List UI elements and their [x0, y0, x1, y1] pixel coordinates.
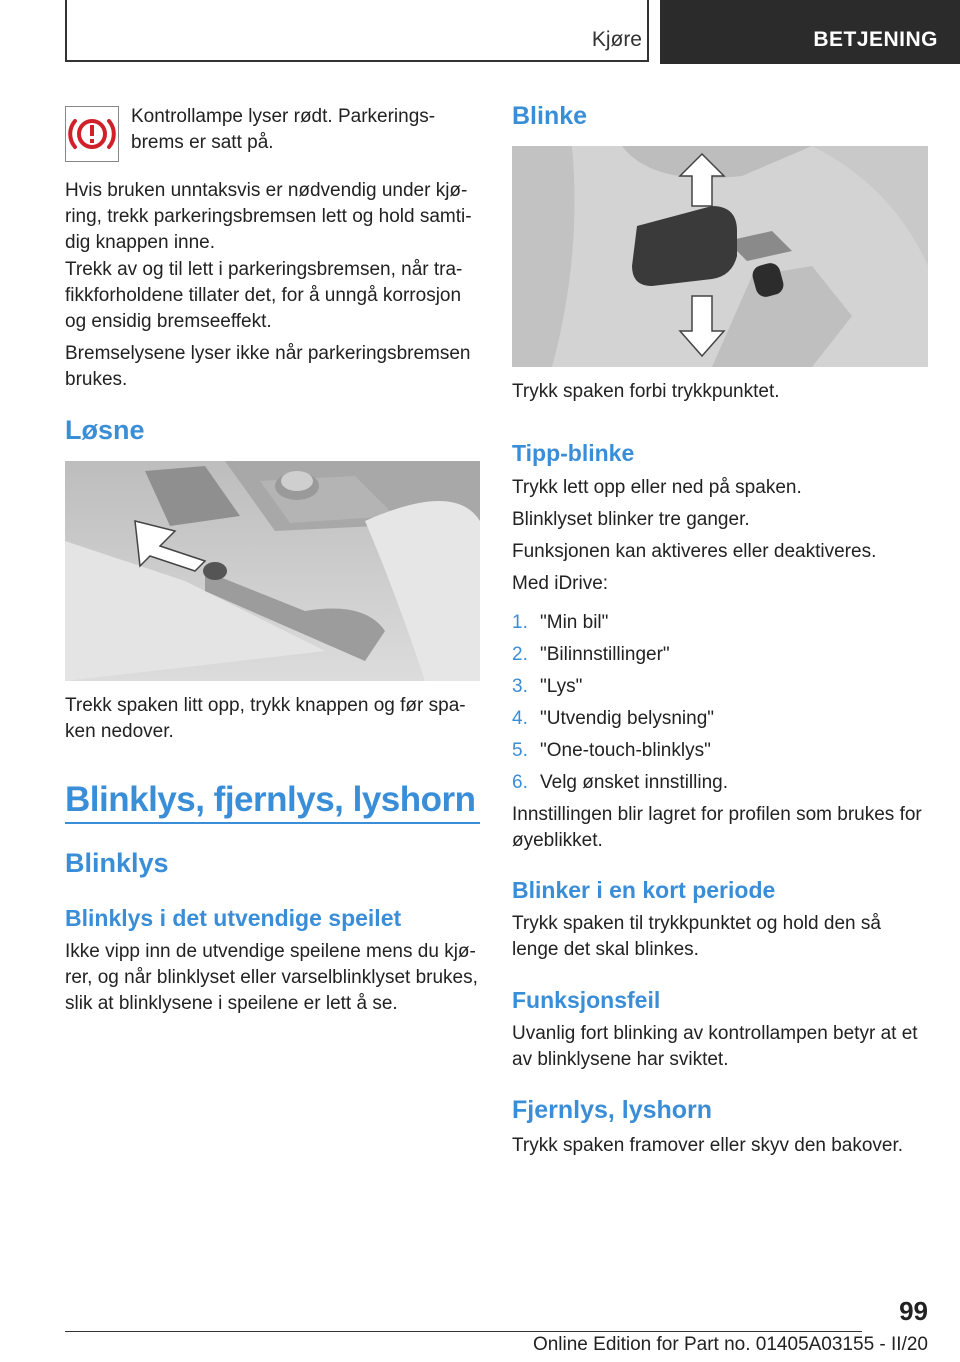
caption-blinke: Trykk spaken forbi trykkpunktet.: [512, 381, 780, 402]
tipp-para-5: Innstillingen blir lagret for profilen som brukes for øyeblikket.: [512, 804, 922, 851]
list-item-text: "One-touch-blinklys": [540, 740, 711, 761]
feil-para: Uvanlig fort blinking av kontrollampen betyr at et av blinklysene har sviktet.: [512, 1023, 918, 1070]
heading-blinke: Blinke: [512, 102, 588, 130]
list-item: [512, 674, 930, 706]
tipp-para-1: Trykk lett opp eller ned på spaken.: [512, 477, 802, 498]
fjern-para: Trykk spaken framover eller skyv den bakover.: [512, 1135, 904, 1156]
list-item-number: 6.: [512, 772, 528, 793]
list-item: [512, 738, 930, 770]
footer-edition: Online Edition for Part no. 01405A03155 - II/20: [532, 1334, 928, 1355]
heading-blinklys: Blinklys: [65, 848, 169, 878]
para-usage: Hvis bruken unntaksvis er nødvendig under kjø‐ring, trekk parkeringsbremsen lett og hold samti‐dig knappen inne.: [65, 180, 472, 253]
list-item-text: "Utvendig belysning": [540, 708, 715, 729]
header-chapter-label: BETJENING: [813, 28, 938, 51]
heading-tipp: Tipp-blinke: [512, 440, 635, 466]
footer-rule: [65, 1331, 862, 1332]
heading-kort: Blinker i en kort periode: [512, 877, 776, 903]
tipp-para-3: Funksjonen kan aktiveres eller deaktiveres.: [512, 541, 877, 562]
list-item-number: 1.: [512, 612, 528, 633]
heading-main-rule: [65, 822, 480, 824]
heading-losne: Løsne: [65, 415, 145, 445]
kort-para: Trykk spaken til trykkpunktet og hold den så lenge det skal blinkes.: [512, 913, 881, 960]
tipp-para-2: Blinklyset blinker tre ganger.: [512, 509, 750, 530]
heading-fjern: Fjernlys, lyshorn: [512, 1096, 713, 1124]
idrive-steps-list: [512, 610, 930, 802]
para-speilet: Ikke vipp inn de utvendige speilene mens du kjø‐rer, og når blinklyset eller varselblinklyset brukes, slik at blinklysene i speilene er lett å se.: [65, 941, 478, 1014]
list-item: [512, 610, 930, 642]
heading-main: Blinklys, fjernlys, lyshorn: [65, 780, 476, 819]
warning-text: Kontrollampe lyser rødt. Parkerings‐brems er satt på.: [131, 106, 436, 153]
parking-brake-warning-icon: [65, 106, 119, 162]
header-chapter-tab: [660, 0, 960, 64]
heading-speilet: Blinklys i det utvendige speilet: [65, 905, 402, 931]
list-item-text: Velg ønsket innstilling.: [540, 772, 728, 793]
page-number: 99: [899, 1296, 928, 1326]
list-item-text: "Min bil": [540, 612, 609, 633]
caption-losne: Trekk spaken litt opp, trykk knappen og før spa‐ken nedover.: [65, 695, 466, 742]
heading-feil: Funksjonsfeil: [512, 987, 661, 1013]
list-item-number: 5.: [512, 740, 528, 761]
list-item-text: "Lys": [540, 676, 583, 697]
parking-brake-photo: [65, 461, 480, 681]
list-item-number: 2.: [512, 644, 528, 665]
para-corrosion: Trekk av og til lett i parkeringsbremsen, når tra‐fikkforholdene tillater det, for å unngå korrosjon og ensidig bremseeffekt.: [65, 259, 463, 332]
list-item-text: "Bilinnstillinger": [540, 644, 670, 665]
list-item: [512, 706, 930, 738]
turn-signal-lever-photo: [512, 146, 928, 367]
list-item-number: 4.: [512, 708, 528, 729]
header-section-title: Kjøre: [591, 28, 642, 51]
para-brake-lights: Bremselysene lyser ikke når parkeringsbremsen brukes.: [65, 343, 471, 390]
tipp-para-4: Med iDrive:: [512, 573, 609, 594]
list-item: [512, 642, 930, 674]
header-section-box: [65, 0, 649, 62]
list-item-number: 3.: [512, 676, 528, 697]
list-item: [512, 770, 930, 802]
